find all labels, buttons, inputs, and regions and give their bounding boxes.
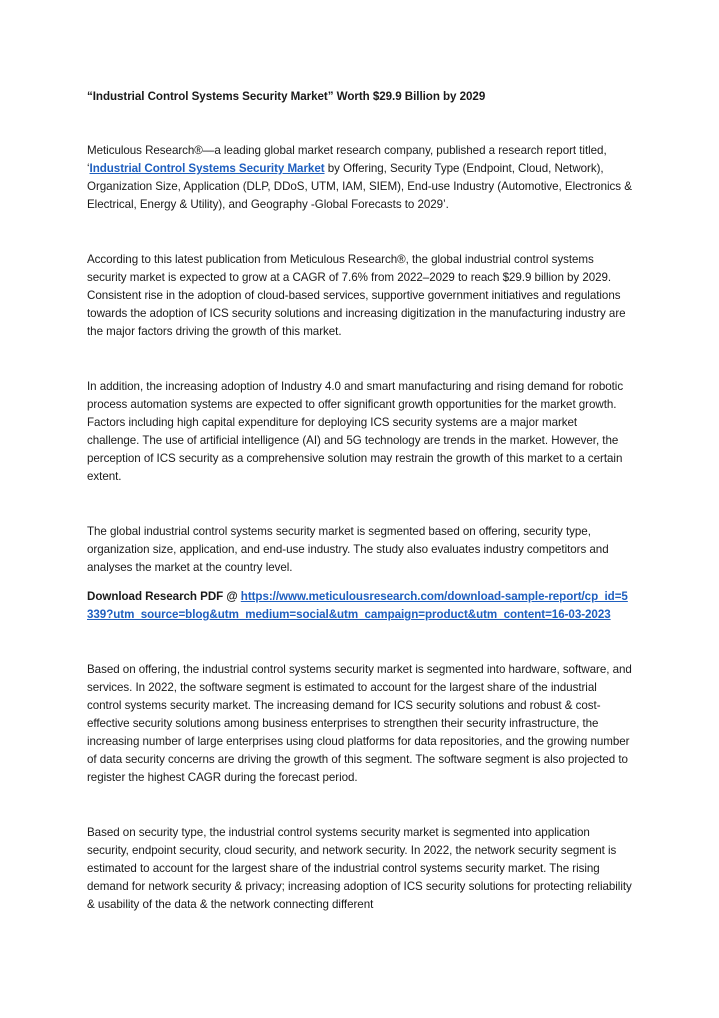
opportunities-paragraph: In addition, the increasing adoption of Industry 4.0 and smart manufacturing and rising demand for robotic process automation systems are expected to offer significant growth opportunities for the market growth. Factors including high capital expenditure for deploying ICS security systems are a major market challenge. The use of artificial intelligence (AI) and 5G technology are trends in the market. However, the perception of ICS security as a comprehensive solution may restrain the growth of this market to a certain extent.: [87, 380, 624, 483]
intro-paragraph: [87, 142, 632, 214]
segmentation-paragraph: The global industrial control systems security market is segmented based on offering, security type, organization size, application, and end-use industry. The study also evaluates industry competitors and analyses the market at the country level.: [87, 525, 609, 574]
intro-text-after-link: by Offering, Security Type (Endpoint, Cloud, Network), Organization Size, Application (DLP, DDoS, UTM, IAM, SIEM), End-use Industry (Automotive, Electronics & Electrical, Energy & Utility), and Geography -Global Forecasts to 2029’.: [87, 162, 632, 211]
document-title: “Industrial Control Systems Security Market” Worth $29.9 Billion by 2029: [87, 90, 486, 103]
download-line: [87, 588, 632, 624]
security-type-paragraph: Based on security type, the industrial control systems security market is segmented into application security, endpoint security, cloud security, and network security. In 2022, the network security segment is estimated to account for the largest share of the industrial control systems security market. The rising demand for network security & privacy; increasing adoption of ICS security solutions for protecting reliability & usability of the data & the network connecting different: [87, 826, 632, 911]
report-title-link[interactable]: Industrial Control Systems Security Market: [89, 162, 325, 175]
download-label: Download Research PDF @: [87, 590, 241, 603]
intro-text-before-link: Meticulous Research®—a leading global market research company, published a research report titled, ‘: [87, 144, 607, 175]
offering-paragraph: Based on offering, the industrial control systems security market is segmented into hardware, software, and services. In 2022, the software segment is estimated to account for the largest share of the industrial control systems security market. The increasing demand for ICS security solutions and robust & cost-effective security solutions among business enterprises to strengthen their security infrastructure, the increasing number of large enterprises using cloud platforms for data repositories, and the growing number of data security concerns are driving the growth of this segment. The software segment is also projected to register the highest CAGR during the forecast period.: [87, 663, 632, 784]
growth-paragraph: According to this latest publication from Meticulous Research®, the global industrial control systems security market is expected to grow at a CAGR of 7.6% from 2022–2029 to reach $29.9 billion by 2029. Consistent rise in the adoption of cloud-based services, supportive government initiatives and regulations towards the adoption of ICS security solutions and increasing digitization in the manufacturing industry are the major factors driving the growth of this market.: [87, 253, 626, 338]
document-body: [87, 88, 632, 914]
download-pdf-link[interactable]: https://www.meticulousresearch.com/download-sample-report/cp_id=5339?utm_source=blog&utm_medium=social&utm_campaign=product&utm_content=16-03-2023: [87, 590, 628, 621]
